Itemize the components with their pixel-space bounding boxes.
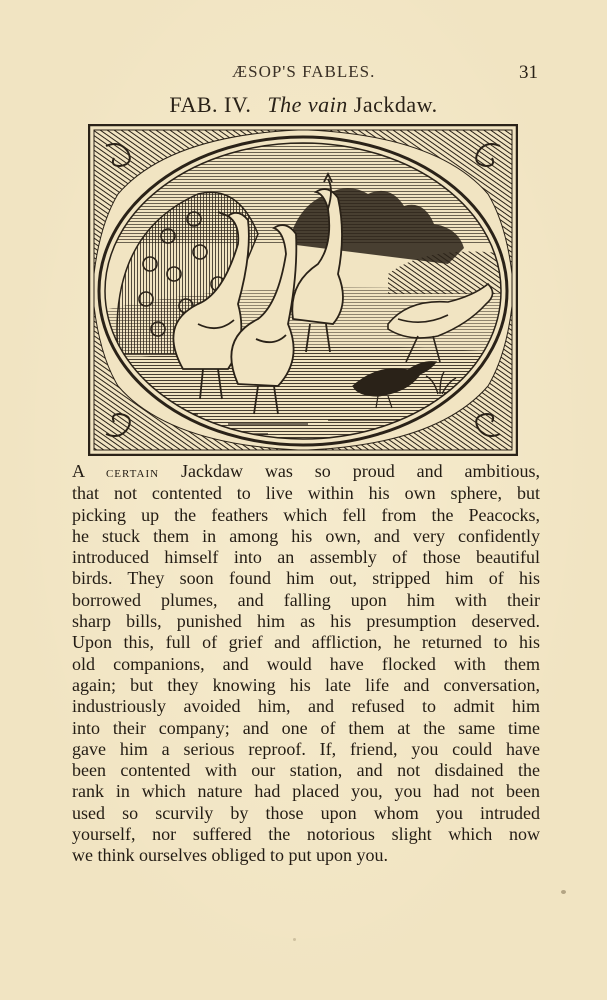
body-line: sharp bills, punished him as his presumption deserved. bbox=[72, 611, 540, 632]
opening-smallcaps: certain bbox=[105, 464, 160, 481]
opening-word: A bbox=[72, 461, 85, 481]
fable-title-name: Jackdaw. bbox=[353, 92, 438, 117]
body-line: old companions, and would have flocked with them bbox=[72, 653, 540, 674]
page-number: 31 bbox=[519, 62, 538, 83]
body-line: used so scurvily by those upon whom you intruded bbox=[72, 802, 540, 823]
paper-spot bbox=[293, 938, 296, 941]
body-line: picking up the feathers which fell from the Peacocks, bbox=[72, 504, 540, 525]
paper-spot bbox=[561, 890, 566, 894]
body-line: gave him a serious reproof. If, friend, you could have bbox=[72, 738, 540, 759]
body-line: borrowed plumes, and falling upon him with their bbox=[72, 589, 540, 610]
running-head bbox=[0, 60, 607, 88]
fable-title-article: The vain bbox=[267, 92, 348, 117]
body-line: yourself, nor suffered the notorious slight which now bbox=[72, 824, 540, 845]
body-line: been contented with our station, and not disdained the bbox=[72, 760, 540, 781]
body-line: industriously avoided him, and refused to admit him bbox=[72, 696, 540, 717]
body-line-first bbox=[72, 461, 540, 483]
body-line: that not contented to live within his own sphere, but bbox=[72, 483, 540, 504]
body-line: introduced himself into an assembly of those beautiful bbox=[72, 547, 540, 568]
fable-body bbox=[72, 461, 540, 867]
running-title: ÆSOP'S FABLES. bbox=[232, 62, 376, 81]
body-line-last: we think ourselves obliged to put upon you. bbox=[72, 845, 388, 866]
woodcut-illustration bbox=[88, 124, 518, 456]
body-line: into their company; and one of them at the same time bbox=[72, 717, 540, 738]
body-line: rank in which nature had placed you, you had not been bbox=[72, 781, 540, 802]
fable-heading bbox=[0, 92, 607, 118]
body-line: Upon this, full of grief and affliction, he returned to his bbox=[72, 632, 540, 653]
body-line: he stuck them in among his own, and very confidently bbox=[72, 525, 540, 546]
body-line: birds. They soon found him out, stripped him of his bbox=[72, 568, 540, 589]
body-line: Jackdaw was so proud and ambitious, bbox=[180, 461, 541, 481]
body-line: again; but they knowing his late life and conversation, bbox=[72, 674, 540, 695]
fable-number: FAB. IV. bbox=[169, 92, 252, 117]
